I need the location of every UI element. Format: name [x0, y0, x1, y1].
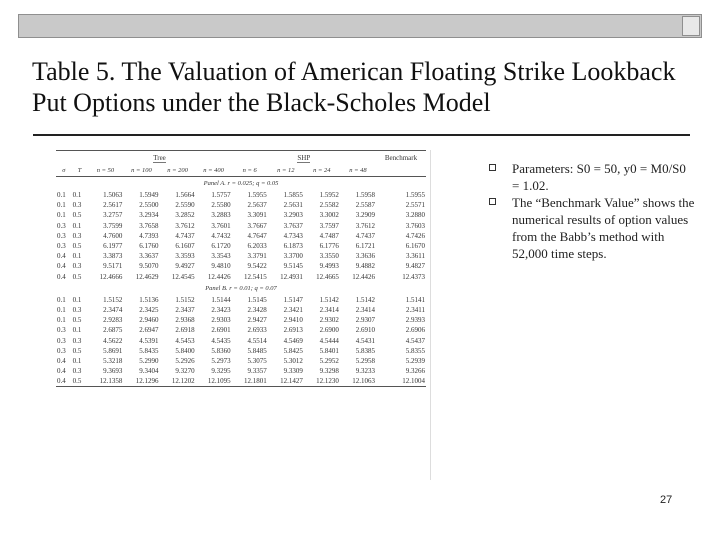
- table-cell: 9.3404: [139, 367, 159, 376]
- table-cell: 4.7487: [319, 231, 339, 240]
- table-cell: 0.1: [72, 221, 82, 230]
- table-cell: 5.3012: [283, 356, 303, 365]
- table-cell: 2.5587: [355, 201, 375, 210]
- table-cell: 2.3411: [406, 305, 425, 314]
- table-cell: 0.1: [72, 252, 82, 261]
- table-cell: 9.4810: [211, 262, 231, 271]
- table-row: [56, 231, 426, 241]
- table-cell: 0.3: [57, 336, 66, 345]
- table-cell: 5.2926: [175, 356, 195, 365]
- slide-title: Table 5. The Valuation of American Floating Strike Lookback Put Options under the Black-Scholes Model: [32, 57, 676, 117]
- table-cell: 2.6918: [175, 326, 195, 335]
- table-cell: 3.7637: [283, 221, 303, 230]
- table-cell: 2.6875: [103, 326, 123, 335]
- table-cell: 5.2973: [211, 356, 231, 365]
- column-header: n = 6: [232, 164, 268, 177]
- table-cell: 0.4: [57, 252, 66, 261]
- table-row: [56, 356, 426, 366]
- table-row: [56, 315, 426, 325]
- bullet-item-benchmark: [486, 194, 696, 262]
- table-cell: 5.3218: [103, 356, 123, 365]
- table-cell: 1.5136: [139, 295, 159, 304]
- table-cell: 12.1202: [160, 376, 196, 387]
- table-cell: 6.1670: [405, 242, 425, 251]
- table-cell: 0.1: [57, 316, 66, 325]
- table-cell: 5.8435: [139, 346, 159, 355]
- slide-top-bar: [18, 14, 702, 38]
- table-cell: 2.9393: [405, 316, 425, 325]
- table-cell: 2.6900: [319, 326, 339, 335]
- table-cell: 0.3: [57, 221, 66, 230]
- table-cell: 2.9368: [175, 316, 195, 325]
- table-cell: 0.4: [57, 262, 66, 271]
- table-row: [56, 200, 426, 210]
- panel-label: Panel B. r = 0.01; q = 0.07: [205, 284, 277, 292]
- table-cell: 6.1776: [319, 242, 339, 251]
- table-cell: 0.3: [72, 262, 82, 271]
- page-number: 27: [660, 494, 673, 506]
- table-cell: 4.5435: [211, 336, 231, 345]
- table-cell: 2.9427: [247, 316, 267, 325]
- table-cell: 2.3421: [283, 305, 303, 314]
- table-cell: 9.3266: [405, 367, 425, 376]
- table-cell: 1.5949: [139, 191, 159, 200]
- table-cell: 4.7437: [355, 231, 375, 240]
- table-cell: 3.3002: [319, 211, 339, 220]
- column-header: n = 400: [196, 164, 232, 177]
- table-cell: 5.8385: [355, 346, 375, 355]
- table-cell: 0.3: [72, 201, 82, 210]
- column-header: σ: [56, 164, 72, 177]
- table-cell: 0.5: [72, 272, 82, 281]
- bullet-text: Parameters: S0 = 50, y0 = M0/S0 = 1.02.: [512, 161, 686, 193]
- table-row: [56, 241, 426, 251]
- panel-header-row: [56, 282, 426, 295]
- table-cell: 5.8425: [283, 346, 303, 355]
- table-cell: 2.9303: [211, 316, 231, 325]
- table-cell: 2.9283: [103, 316, 123, 325]
- table-cell: 0.5: [72, 376, 88, 387]
- table-cell: 4.7647: [247, 231, 267, 240]
- table-cell: 1.5142: [355, 295, 375, 304]
- table-cell: 9.3270: [175, 367, 195, 376]
- table-cell: 0.3: [72, 336, 82, 345]
- table-cell: 0.1: [57, 305, 66, 314]
- table-cell: 12.1063: [340, 376, 376, 387]
- table-cell: 3.7667: [247, 221, 267, 230]
- table-cell: 9.3295: [211, 367, 231, 376]
- valuation-table-image: [56, 150, 431, 480]
- table-cell: 2.5582: [319, 201, 339, 210]
- table-cell: 1.5145: [247, 295, 267, 304]
- table-group-header-row: [56, 151, 426, 165]
- table-cell: 0.3: [57, 326, 66, 335]
- square-bullet-icon: [489, 198, 496, 205]
- table-cell: 3.7612: [355, 221, 375, 230]
- table-cell: 0.3: [72, 305, 82, 314]
- table-cell: 3.2883: [211, 211, 231, 220]
- table-cell: 3.3700: [283, 252, 303, 261]
- table-row: [56, 346, 426, 356]
- table-row: [56, 221, 426, 231]
- table-cell: 1.5955: [247, 191, 267, 200]
- table-cell: 9.3309: [283, 367, 303, 376]
- table-cell: 0.5: [72, 242, 82, 251]
- table-cell: 5.2952: [319, 356, 339, 365]
- table-cell: 4.5431: [355, 336, 375, 345]
- table-cell: 4.5391: [139, 336, 159, 345]
- table-cell: 2.6947: [139, 326, 159, 335]
- table-cell: 9.4927: [175, 262, 195, 271]
- table-cell: 2.3437: [175, 305, 195, 314]
- table-cell: 1.5152: [103, 295, 123, 304]
- table-cell: 4.5514: [247, 336, 267, 345]
- column-header: n = 12: [268, 164, 304, 177]
- table-cell: 12.4545: [171, 272, 195, 281]
- table-cell: 3.3091: [247, 211, 267, 220]
- table-cell: 2.5637: [247, 201, 267, 210]
- table-row: [56, 376, 426, 387]
- table-cell: 12.4931: [280, 272, 303, 281]
- table-cell: 0.3: [57, 242, 66, 251]
- table-cell: 1.5855: [283, 191, 303, 200]
- table-cell: 0.1: [57, 295, 66, 304]
- table-cell: 2.6933: [247, 326, 267, 335]
- table-cell: 2.9410: [283, 316, 303, 325]
- table-cell: 3.3593: [175, 252, 195, 261]
- table-cell: 3.3791: [247, 252, 267, 261]
- table-cell: 2.9302: [319, 316, 339, 325]
- table-cell: 12.1095: [196, 376, 232, 387]
- table-cell: 0.5: [72, 346, 82, 355]
- table-cell: 3.2757: [103, 211, 123, 220]
- table-cell: 5.8400: [175, 346, 195, 355]
- table-cell: 1.5141: [405, 295, 425, 304]
- table-cell: 3.2903: [283, 211, 303, 220]
- table-cell: 0.1: [72, 356, 82, 365]
- table-cell: 5.8360: [211, 346, 231, 355]
- table-cell: 0.4: [56, 376, 72, 387]
- table-cell: 0.3: [57, 231, 66, 240]
- table-cell: 0.1: [57, 211, 66, 220]
- table-cell: 3.2934: [139, 211, 159, 220]
- column-header: n = 200: [160, 164, 196, 177]
- table-row: [56, 366, 426, 376]
- table-cell: 12.5415: [243, 272, 267, 281]
- square-bullet-icon: [489, 164, 496, 171]
- table-cell: 2.5617: [103, 201, 123, 210]
- table-cell: 12.4426: [207, 272, 231, 281]
- table-cell: 1.5757: [211, 191, 231, 200]
- table-cell: 12.4666: [99, 272, 123, 281]
- table-row: [56, 305, 426, 315]
- table-cell: 12.1358: [87, 376, 123, 387]
- table-cell: 0.4: [57, 272, 66, 281]
- table-row: [56, 325, 426, 335]
- table-column-header-row: [56, 164, 426, 177]
- table-cell: 9.5145: [283, 262, 303, 271]
- table-cell: 3.3611: [406, 252, 425, 261]
- table-cell: 1.5664: [175, 191, 195, 200]
- table-cell: 0.4: [57, 367, 66, 376]
- column-header: n = 24: [304, 164, 340, 177]
- table-cell: 5.8355: [405, 346, 425, 355]
- panel-header-row: [56, 177, 426, 191]
- table-cell: 3.7612: [175, 221, 195, 230]
- table-row: [56, 261, 426, 271]
- table-cell: 3.3636: [355, 252, 375, 261]
- table-cell: 2.3474: [103, 305, 123, 314]
- table-cell: 4.5622: [103, 336, 123, 345]
- group-header-shp: SHP: [232, 151, 376, 165]
- table-cell: 2.5590: [175, 201, 195, 210]
- table-cell: 4.5437: [405, 336, 425, 345]
- table-cell: 2.6913: [283, 326, 303, 335]
- table-cell: 2.5580: [211, 201, 231, 210]
- table-cell: 9.3357: [247, 367, 267, 376]
- table-cell: 6.1607: [175, 242, 195, 251]
- table-cell: 2.5631: [283, 201, 303, 210]
- table-cell: 2.3425: [139, 305, 159, 314]
- table-cell: 0.1: [57, 191, 66, 200]
- table-cell: 1.5955: [405, 191, 425, 200]
- table-cell: 3.7658: [139, 221, 159, 230]
- table-cell: 0.5: [72, 211, 82, 220]
- table-cell: 9.5171: [103, 262, 123, 271]
- table-cell: 5.3075: [247, 356, 267, 365]
- table-row: [56, 272, 426, 282]
- table-cell: 2.6910: [355, 326, 375, 335]
- table-cell: 3.3543: [211, 252, 231, 261]
- table-cell: 3.3550: [319, 252, 339, 261]
- table-cell: 3.7601: [211, 221, 231, 230]
- table-cell: 0.1: [72, 326, 82, 335]
- table-row: [56, 210, 426, 220]
- table-cell: 2.5500: [139, 201, 159, 210]
- column-header: n = 100: [123, 164, 159, 177]
- table-cell: 2.3423: [211, 305, 231, 314]
- valuation-table: [56, 150, 426, 387]
- table-cell: 0.3: [57, 346, 66, 355]
- table-cell: 3.2852: [175, 211, 195, 220]
- table-cell: 0.4: [57, 356, 66, 365]
- table-cell: 6.2033: [247, 242, 267, 251]
- table-cell: 1.5958: [355, 191, 375, 200]
- table-cell: 4.7432: [211, 231, 231, 240]
- column-header: T: [72, 164, 88, 177]
- column-header: n = 50: [87, 164, 123, 177]
- table-cell: 4.7437: [175, 231, 195, 240]
- table-cell: 12.1004: [376, 376, 426, 387]
- table-cell: 12.1296: [123, 376, 159, 387]
- table-cell: 0.1: [57, 201, 66, 210]
- table-cell: 6.1977: [103, 242, 123, 251]
- table-cell: 2.3414: [355, 305, 375, 314]
- table-cell: 3.7597: [319, 221, 339, 230]
- table-row: [56, 251, 426, 261]
- table-body: [56, 177, 426, 387]
- table-cell: 2.9307: [355, 316, 375, 325]
- group-header-tree: Tree: [87, 151, 231, 165]
- table-row: [56, 190, 426, 200]
- table-cell: 0.1: [72, 295, 82, 304]
- table-cell: 0.3: [72, 367, 82, 376]
- table-row: [56, 335, 426, 345]
- column-header: [376, 164, 426, 177]
- table-cell: 0.3: [72, 231, 82, 240]
- table-cell: 4.5444: [319, 336, 339, 345]
- table-cell: 1.5144: [211, 295, 231, 304]
- table-cell: 3.7603: [405, 221, 425, 230]
- table-cell: 9.5070: [139, 262, 159, 271]
- table-cell: 2.6901: [211, 326, 231, 335]
- table-cell: 12.4426: [352, 272, 375, 281]
- table-cell: 9.3233: [355, 367, 375, 376]
- table-cell: 4.7426: [405, 231, 425, 240]
- table-cell: 2.3428: [247, 305, 267, 314]
- table-cell: 0.1: [72, 191, 82, 200]
- table-cell: 12.4373: [402, 272, 425, 281]
- table-cell: 12.4629: [135, 272, 159, 281]
- table-cell: 9.5422: [247, 262, 267, 271]
- bullet-item-parameters: [486, 160, 696, 194]
- table-row: [56, 295, 426, 305]
- table-cell: 5.2990: [139, 356, 159, 365]
- table-cell: 12.1427: [268, 376, 304, 387]
- table-cell: 6.1873: [283, 242, 303, 251]
- column-header: n = 48: [340, 164, 376, 177]
- table-cell: 6.1721: [355, 242, 375, 251]
- table-cell: 3.3637: [139, 252, 159, 261]
- table-cell: 5.8691: [103, 346, 123, 355]
- bullet-text: The “Benchmark Value” shows the numerical results of option values from the Babb’s method with 52,000 time steps.: [512, 195, 695, 261]
- table-cell: 1.5142: [319, 295, 339, 304]
- table-cell: 5.8401: [319, 346, 339, 355]
- table-cell: 12.1230: [304, 376, 340, 387]
- table-cell: 1.5152: [175, 295, 195, 304]
- table-cell: 1.5147: [283, 295, 303, 304]
- table-cell: 3.2880: [405, 211, 425, 220]
- table-cell: 4.7600: [103, 231, 123, 240]
- group-header-benchmark: Benchmark: [376, 151, 426, 165]
- table-cell: 3.7599: [103, 221, 123, 230]
- table-cell: 4.7343: [283, 231, 303, 240]
- slide-top-bar-corner: [682, 16, 700, 36]
- table-cell: 4.7393: [139, 231, 159, 240]
- table-cell: 1.5063: [103, 191, 123, 200]
- title-divider: [33, 134, 690, 136]
- table-cell: 12.4665: [316, 272, 339, 281]
- table-cell: 9.3693: [103, 367, 123, 376]
- table-cell: 3.2909: [355, 211, 375, 220]
- table-cell: 9.3298: [319, 367, 339, 376]
- table-cell: 9.4993: [319, 262, 339, 271]
- table-cell: 0.5: [72, 316, 82, 325]
- table-cell: 6.1720: [211, 242, 231, 251]
- table-cell: 4.5453: [175, 336, 195, 345]
- table-cell: 2.3414: [319, 305, 339, 314]
- table-cell: 12.1801: [232, 376, 268, 387]
- table-cell: 2.9460: [139, 316, 159, 325]
- panel-label: Panel A. r = 0.025; q = 0.05: [203, 180, 279, 187]
- table-cell: 2.5571: [405, 201, 425, 210]
- table-cell: 6.1760: [139, 242, 159, 251]
- bullet-list: [486, 160, 696, 262]
- table-cell: 5.8485: [247, 346, 267, 355]
- table-cell: 9.4882: [355, 262, 375, 271]
- table-cell: 2.6906: [405, 326, 425, 335]
- table-cell: 5.2958: [355, 356, 375, 365]
- table-cell: 5.2939: [405, 356, 425, 365]
- table-cell: 3.3873: [103, 252, 123, 261]
- table-cell: 1.5952: [319, 191, 339, 200]
- table-cell: 4.5469: [283, 336, 303, 345]
- table-cell: 9.4827: [405, 262, 425, 271]
